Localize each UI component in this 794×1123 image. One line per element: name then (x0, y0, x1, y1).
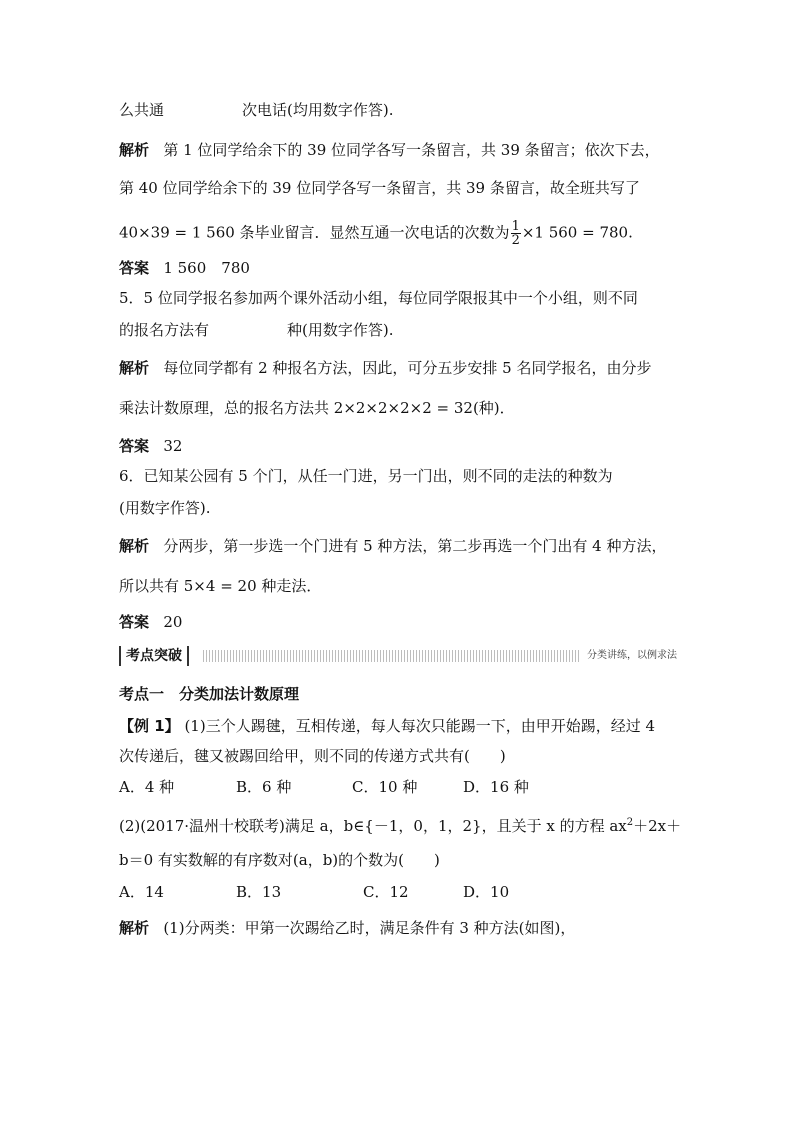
q4-tail-line: 么共通 次电话(均用数字作答). (119, 101, 394, 119)
example1-options-1 (119, 777, 529, 797)
q5-analysis-line2: 乘法计数原理，总的报名方法共 2×2×2×2×2 = 32(种)． (119, 399, 515, 417)
option-d: D．10 (463, 883, 510, 901)
example1-part2-line2: b＝0 有实数解的有序数对(a，b)的个数为( ) (119, 851, 440, 869)
section-title: 考点突破 (119, 646, 189, 666)
point-title: 考点一 分类加法计数原理 (119, 685, 300, 703)
option-a: A．4 种 (119, 778, 175, 796)
example1-line1: 【例 1】 (1)三个人踢毽，互相传递，每人每次只能踢一下，由甲开始踢，经过 4 (119, 717, 656, 735)
q5-analysis-line1: 解析 每位同学都有 2 种报名方法，因此，可分五步安排 5 名同学报名，由分步 (119, 359, 652, 377)
q4-analysis-line1: 解析 第 1 位同学给余下的 39 位同学各写一条留言，共 39 条留言；依次下去， (119, 141, 660, 159)
analysis-label: 解析 (119, 919, 150, 937)
q4-answer-line: 答案 1 560 780 (119, 259, 250, 277)
q6-analysis-line1: 解析 分两步，第一步选一个门进有 5 种方法，第二步再选一个门出有 4 种方法， (119, 537, 667, 555)
q5-line1: 5．5 位同学报名参加两个课外活动小组，每位同学限报其中一个小组，则不同 (119, 289, 638, 307)
section-header-bar (119, 646, 679, 668)
answer-label: 答案 (119, 613, 150, 631)
q4-analysis-line2: 第 40 位同学给余下的 39 位同学各写一条留言，共 39 条留言，故全班共写了 (119, 179, 640, 197)
example1-analysis-line1: 解析 (1)分两类：甲第一次踢给乙时，满足条件有 3 种方法(如图)， (119, 919, 576, 937)
q6-line2: (用数字作答). (119, 499, 211, 517)
q4-analysis-line3: 40×39 = 1 560 条毕业留言．显然互通一次电话的次数为 $\frac{1}{2}$ ×1 560 = 780. (119, 219, 633, 248)
analysis-label: 解析 (119, 537, 150, 555)
option-c: C．12 (363, 883, 409, 901)
answer-label: 答案 (119, 259, 150, 277)
option-d: D．16 种 (463, 778, 529, 796)
option-c: C．10 种 (352, 778, 418, 796)
fraction: $\frac{1}{2}$ (511, 219, 520, 248)
example-label: 【例 1】 (119, 717, 180, 735)
analysis-label: 解析 (119, 359, 150, 377)
option-b: B．13 (236, 883, 282, 901)
q5-line2: 的报名方法有 种(用数字作答). (119, 321, 394, 339)
section-tag: 分类讲练，以例求法 (579, 647, 679, 665)
example1-options-2 (119, 882, 509, 902)
analysis-label: 解析 (119, 141, 150, 159)
q6-answer-line: 答案 20 (119, 613, 183, 631)
q6-line1: 6．已知某公园有 5 个门，从任一门进，另一门出，则不同的走法的种数为 (119, 467, 613, 485)
answer-label: 答案 (119, 437, 150, 455)
q5-answer-line: 答案 32 (119, 437, 183, 455)
example1-line2: 次传递后，毽又被踢回给甲，则不同的传递方式共有( ) (119, 747, 506, 765)
option-a: A．14 (119, 883, 164, 901)
example1-part2-line1: (2)(2017·温州十校联考)满足 a，b∈{－1，0，1，2}，且关于 x 的方程 $ax^2+2x+$ (119, 817, 682, 835)
option-b: B．6 种 (236, 778, 292, 796)
q6-analysis-line2: 所以共有 5×4 = 20 种走法． (119, 577, 322, 595)
